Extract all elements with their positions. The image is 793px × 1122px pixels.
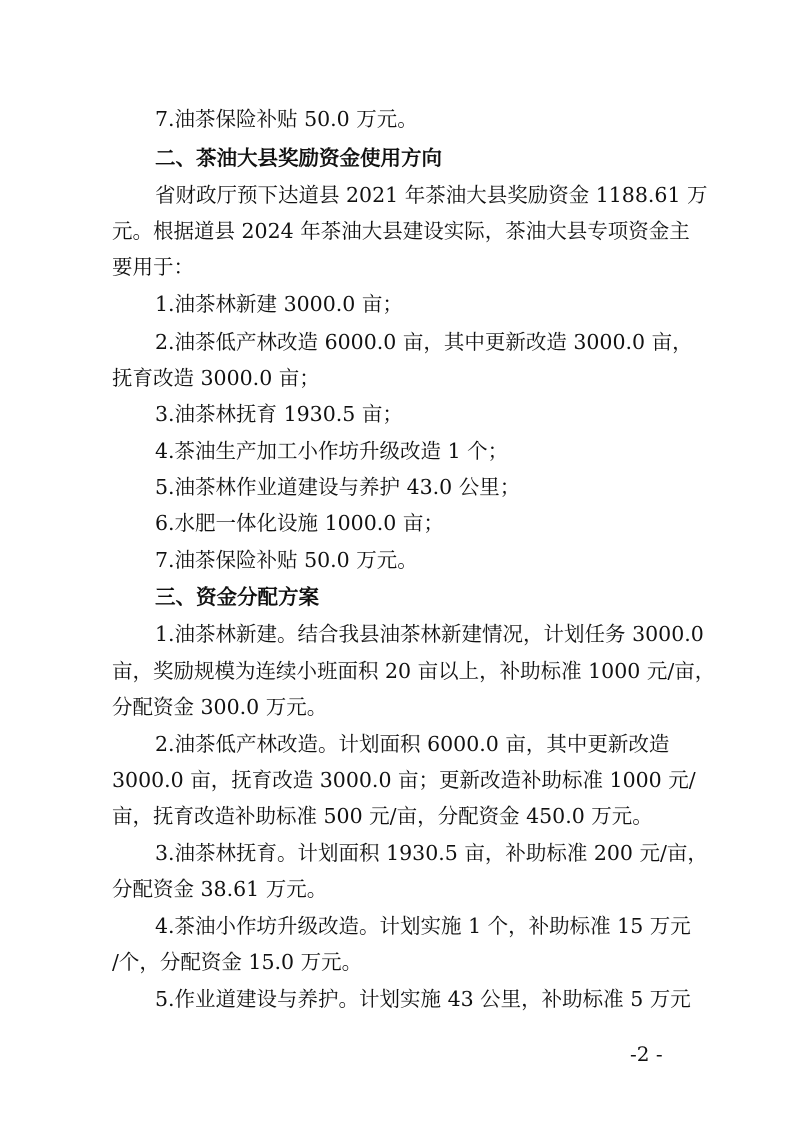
list-item: 4.茶油生产加工小作坊升级改造 1 个； — [155, 439, 509, 463]
paragraph-line: 3.油茶林抚育。计划面积 1930.5 亩，补助标准 200 元/亩， — [155, 841, 708, 865]
list-item: 3.油茶林抚育 1930.5 亩； — [155, 402, 403, 426]
paragraph-line: 3000.0 亩，抚育改造 3000.0 亩；更新改造补助标准 1000 元/ — [112, 768, 696, 792]
list-item: 7.油茶保险补贴 50.0 万元。 — [155, 548, 418, 572]
paragraph-line: 元。根据道县 2024 年茶油大县建设实际，茶油大县专项资金主 — [112, 219, 690, 243]
list-item: 6.水肥一体化设施 1000.0 亩； — [155, 511, 444, 535]
paragraph-line: 亩，奖励规模为连续小班面积 20 亩以上，补助标准 1000 元/亩， — [112, 659, 716, 683]
paragraph-line: 7.油茶保险补贴 50.0 万元。 — [155, 107, 418, 131]
paragraph-line: 1.油茶林新建。结合我县油茶林新建情况，计划任务 3000.0 — [155, 622, 704, 646]
list-item: 2.油茶低产林改造 6000.0 亩，其中更新改造 3000.0 亩， — [155, 330, 693, 354]
paragraph-line: 亩，抚育改造补助标准 500 元/亩，分配资金 450.0 万元。 — [112, 804, 653, 828]
paragraph-line: 省财政厅预下达道县 2021 年茶油大县奖励资金 1188.61 万 — [155, 183, 708, 207]
paragraph-line: 分配资金 38.61 万元。 — [112, 877, 328, 901]
section-heading: 三、资金分配方案 — [155, 585, 319, 609]
paragraph-line: 分配资金 300.0 万元。 — [112, 695, 328, 719]
list-item: 1.油茶林新建 3000.0 亩； — [155, 292, 403, 316]
paragraph-line: 要用于： — [112, 255, 194, 279]
paragraph-line: 5.作业道建设与养护。计划实施 43 公里，补助标准 5 万元 — [155, 987, 691, 1011]
list-item: 抚育改造 3000.0 亩； — [112, 366, 320, 390]
paragraph-line: 4.茶油小作坊升级改造。计划实施 1 个，补助标准 15 万元 — [155, 914, 691, 938]
section-heading: 二、茶油大县奖励资金使用方向 — [155, 146, 442, 170]
paragraph-line: /个，分配资金 15.0 万元。 — [112, 950, 363, 974]
list-item: 5.油茶林作业道建设与养护 43.0 公里； — [155, 475, 521, 499]
page-number: -2 - — [630, 1042, 663, 1066]
paragraph-line: 2.油茶低产林改造。计划面积 6000.0 亩，其中更新改造 — [155, 732, 670, 756]
